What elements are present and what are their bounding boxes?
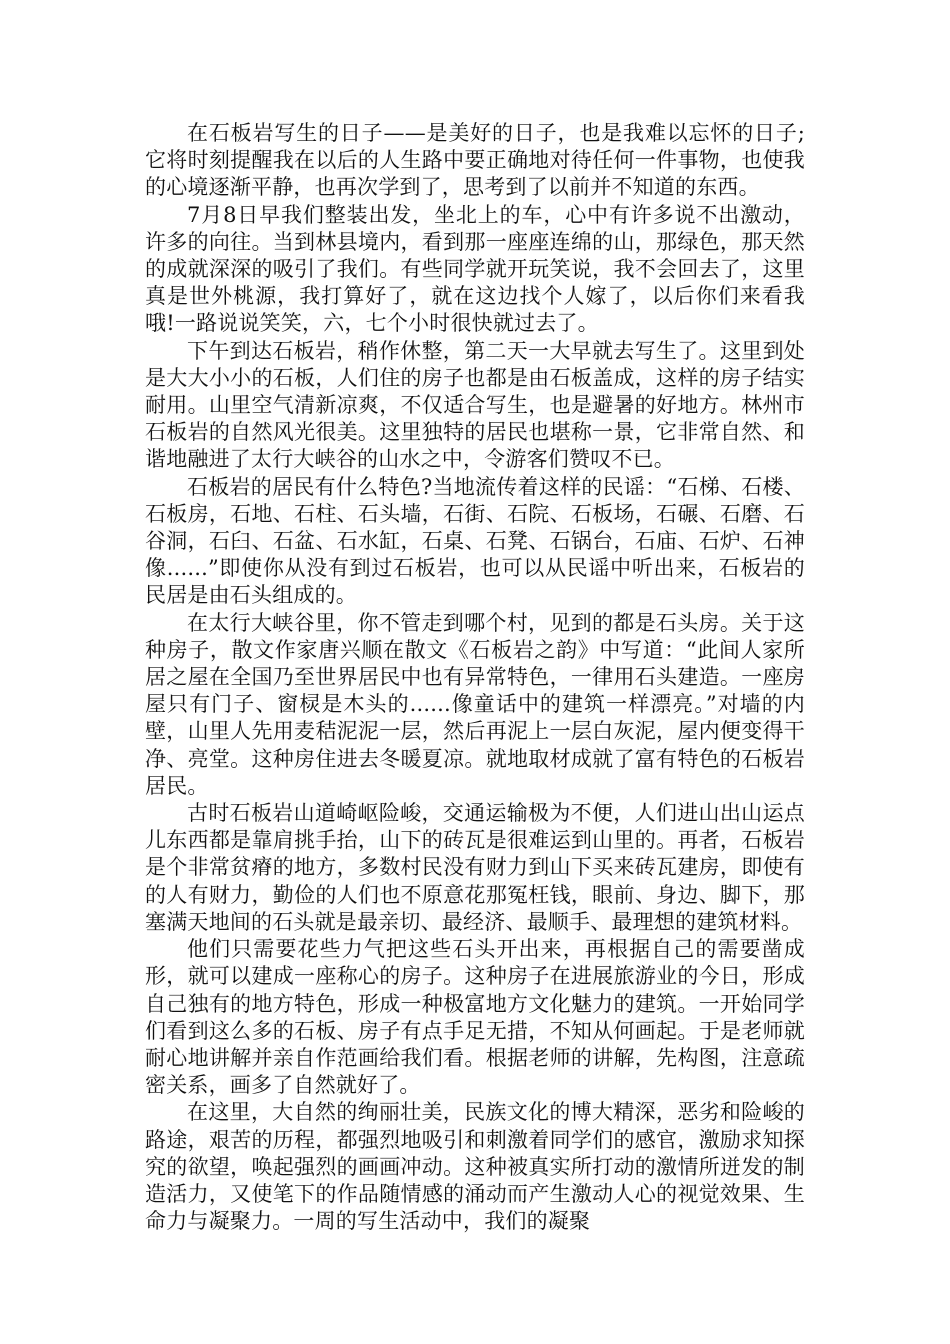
- paragraph: 在石板岩写生的日子——是美好的日子，也是我难以忘怀的日子;它将时刻提醒我在以后的人生路中要正确地对待任何一件事物，也使我的心境逐渐平静，也再次学到了，思考到了以前并不知道的东西。: [145, 121, 805, 200]
- paragraph: 古时石板岩山道崎岖险峻，交通运输极为不便，人们进山出山运点儿东西都是靠肩挑手抬，山下的砖瓦是很难运到山里的。再者，石板岩是个非常贫瘠的地方，多数村民没有财力到山下买来砖瓦建房，即使有的人有财力，勤俭的人们也不原意花那冤枉钱，眼前、身边、脚下，那塞满天地间的石头就是最亲切、最经济、最顺手、最理想的建筑材料。: [145, 801, 805, 934]
- document-body: [145, 120, 805, 1235]
- paragraph: 在这里，大自然的绚丽壮美，民族文化的博大精深，恶劣和险峻的路途，艰苦的历程，都强烈地吸引和刺激着同学们的感官，激励求知探究的欲望，唤起强烈的画画冲动。这种被真实所打动的激情所迸发的制造活力，又使笔下的作品随情感的涌动而产生激动人心的视觉效果、生命力与凝聚力。一周的写生活动中，我们的凝聚: [145, 1100, 805, 1234]
- paragraph: 7月8日早我们整装出发，坐北上的车，心中有许多说不出激动，许多的向往。当到林县境内，看到那一座座连绵的山，那绿色，那天然的成就深深的吸引了我们。有些同学就开玩笑说，我不会回去了，这里真是世外桃源，我打算好了，就在这边找个人嫁了，以后你们来看我哦!一路说说笑笑，六，七个小时很快就过去了。: [145, 202, 805, 336]
- paragraph: 他们只需要花些力气把这些石头开出来，再根据自己的需要凿成形，就可以建成一座称心的房子。这种房子在进展旅游业的今日，形成自己独有的地方特色，形成一种极富地方文化魅力的建筑。一开始同学们看到这么多的石板、房子有点手足无措，不知从何画起。于是老师就耐心地讲解并亲自作范画给我们看。根据老师的讲解，先构图，注意疏密关系，画多了自然就好了。: [145, 937, 805, 1098]
- paragraph: 石板岩的居民有什么特色?当地流传着这样的民谣：“石梯、石楼、石板房，石地、石柱、石头墙，石街、石院、石板场，石碾、石磨、石谷洞，石臼、石盆、石水缸，石桌、石凳、石锅台，石庙、石炉、石神像......”即使你从没有到过石板岩，也可以从民谣中听出来，石板岩的民居是由石头组成的。: [145, 474, 805, 608]
- paragraph: 下午到达石板岩，稍作休整，第二天一大早就去写生了。这里到处是大大小小的石板，人们住的房子也都是由石板盖成，这样的房子结实耐用。山里空气清新凉爽，不仅适合写生，也是避暑的好地方。林州市石板岩的自然风光很美。这里独特的居民也堪称一景，它非常自然、和谐地融进了太行大峡谷的山水之中，令游客们赞叹不已。: [145, 338, 805, 472]
- paragraph: 在太行大峡谷里，你不管走到哪个村，见到的都是石头房。关于这种房子，散文作家唐兴顺在散文《石板岩之韵》中写道：“此间人家所居之屋在全国乃至世界居民中也有异常特色，一律用石头建造。一座房屋只有门子、窗棂是木头的......像童话中的建筑一样漂亮。”对墙的内壁，山里人先用麦秸泥泥一层，然后再泥上一层白灰泥，屋内便变得干净、亮堂。这种房住进去冬暖夏凉。就地取材成就了富有特色的石板岩居民。: [145, 610, 805, 798]
